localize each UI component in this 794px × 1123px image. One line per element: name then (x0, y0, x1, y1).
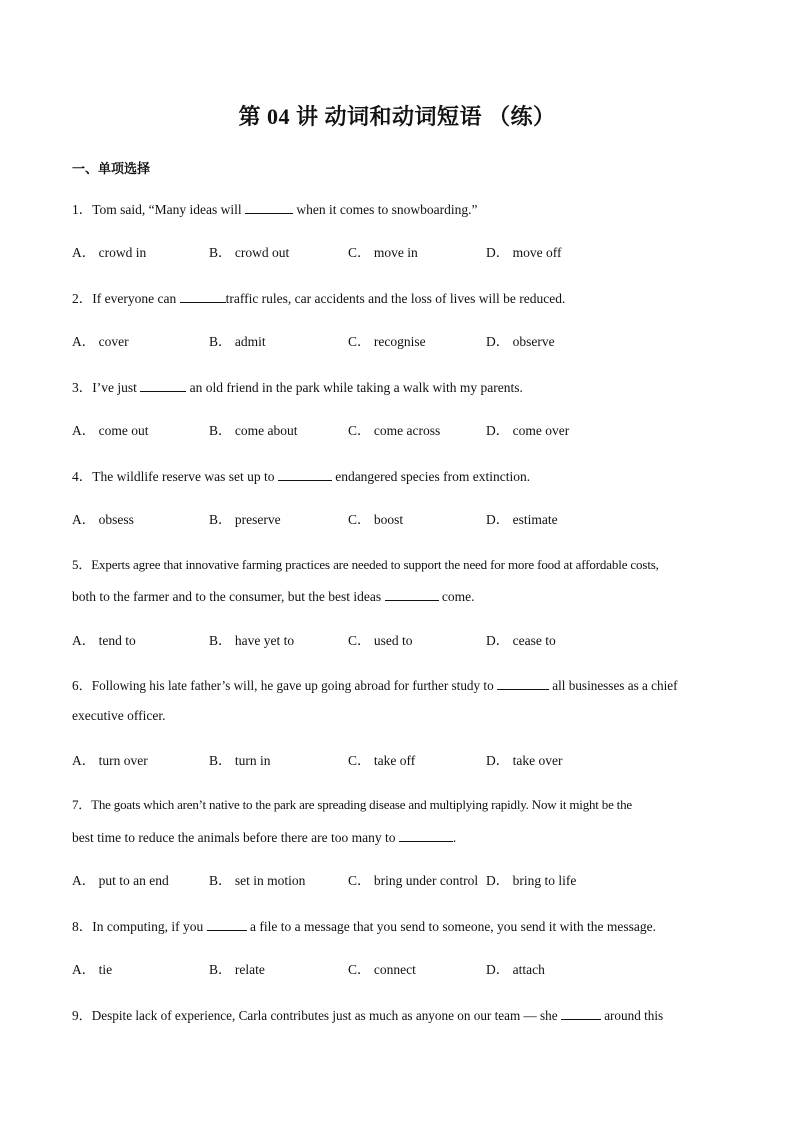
option-d: D． come over (486, 423, 570, 438)
option-c: C． used to (348, 633, 413, 648)
option-d: D． cease to (486, 633, 556, 648)
option-c: C． move in (348, 245, 418, 260)
question-3: 3．I’ve just an old friend in the park while taking a walk with my parents. (72, 380, 523, 395)
answer-blank (385, 587, 439, 601)
question-5-cont: both to the farmer and to the consumer, but the best ideas come. (72, 589, 475, 604)
option-a: A． come out (72, 423, 149, 438)
option-b: B． have yet to (209, 633, 295, 648)
option-d: D． attach (486, 962, 545, 977)
question-5: 5．Experts agree that innovative farming practices are needed to support the need for more food at affordable costs, (72, 557, 659, 572)
option-c: C． boost (348, 512, 404, 527)
section-heading: 一、单项选择 (72, 162, 151, 177)
question-4: 4．The wildlife reserve was set up to endangered species from extinction. (72, 469, 531, 484)
answer-blank (245, 200, 293, 214)
option-b: B． come about (209, 423, 298, 438)
option-a: A． obsess (72, 512, 134, 527)
option-a: A． tie (72, 962, 113, 977)
option-b: B． preserve (209, 512, 281, 527)
question-1: 1．Tom said, “Many ideas will when it comes to snowboarding.” (72, 202, 478, 217)
option-a: A． tend to (72, 633, 136, 648)
answer-blank (561, 1006, 601, 1020)
answer-blank (180, 289, 226, 303)
question-7: 7．The goats which aren’t native to the park are spreading disease and multiplying rapidly. Now it might be the (72, 797, 632, 812)
option-d: D． estimate (486, 512, 558, 527)
answer-blank (399, 828, 453, 842)
page-title: 第 04 讲 动词和动词短语 （练） (238, 104, 556, 129)
option-b: B． set in motion (209, 873, 306, 888)
option-a: A． turn over (72, 753, 148, 768)
option-d: D． observe (486, 334, 555, 349)
option-c: C． come across (348, 423, 441, 438)
option-a: A． cover (72, 334, 129, 349)
option-b: B． relate (209, 962, 265, 977)
option-a: A． put to an end (72, 873, 169, 888)
option-a: A． crowd in (72, 245, 147, 260)
option-c: C． bring under control (348, 873, 479, 888)
question-7-cont: best time to reduce the animals before there are too many to . (72, 830, 457, 845)
option-c: C． connect (348, 962, 416, 977)
option-b: B． admit (209, 334, 266, 349)
answer-blank (140, 378, 186, 392)
option-d: D． take over (486, 753, 563, 768)
option-b: B． turn in (209, 753, 271, 768)
answer-blank (207, 917, 247, 931)
question-9: 9．Despite lack of experience, Carla contributes just as much as anyone on our team — she around this (72, 1008, 664, 1023)
question-6: 6．Following his late father’s will, he gave up going abroad for further study to all businesses as a chief (72, 678, 678, 693)
answer-blank (497, 676, 549, 690)
option-c: C． take off (348, 753, 416, 768)
question-8: 8．In computing, if you a file to a message that you send to someone, you send it with the message. (72, 919, 657, 934)
option-c: C． recognise (348, 334, 426, 349)
question-2: 2．If everyone can traffic rules, car accidents and the loss of lives will be reduced. (72, 291, 566, 306)
question-6-cont: executive officer. (72, 708, 166, 723)
option-d: D． move off (486, 245, 562, 260)
answer-blank (278, 467, 332, 481)
option-d: D． bring to life (486, 873, 577, 888)
option-b: B． crowd out (209, 245, 290, 260)
